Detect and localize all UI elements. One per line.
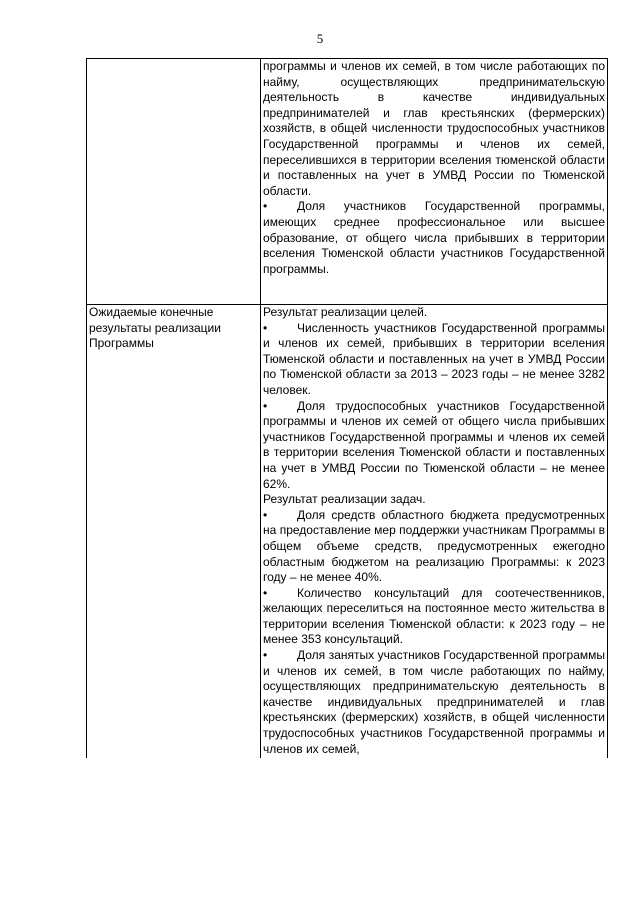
bullet-paragraph	[263, 399, 605, 493]
paragraph-text: Количество консультаций для соотечественников, желающих переселиться на постоянное место жительства в территории вселения Тюменской области: к 2023 году – не менее 353 консультаций.	[263, 585, 605, 647]
paragraph-text: Результат реализации целей.	[263, 305, 428, 319]
row-label: Ожидаемые конечные результаты реализации Программы	[87, 305, 261, 759]
bullet-icon: •	[263, 320, 268, 335]
paragraph	[263, 59, 605, 199]
row-content	[261, 59, 608, 305]
bullet-icon: •	[263, 507, 268, 522]
bullet-paragraph	[263, 648, 605, 757]
bullet-paragraph	[263, 508, 605, 586]
bullet-icon: •	[263, 199, 268, 214]
paragraph-text: Численность участников Государственной программы и членов их семей, прибывших в территории вселения Тюменской области и поставленных на учет в УМВД России по Тюменской области за 2013 – 2023 годы – не менее 3282 человек.	[263, 320, 605, 397]
paragraph-text: Доля средств областного бюджета предусмотренных на предоставление мер поддержки участникам Программы в общем объеме средств, предусмотренных ежегодно областным бюджетом на реализацию Программы: к 2023 году – не менее 40%.	[263, 507, 605, 585]
paragraph-text: Доля участников Государственной программы, имеющих среднее профессиональное или высшее образование, от общего числа прибывших в территории вселения Тюменской области участников Государственной программы.	[263, 199, 605, 276]
program-passport-table	[86, 58, 608, 758]
paragraph-text: Доля занятых участников Государственной программы и членов их семей, в том числе работающих по найму, осуществляющих предпринимательскую деятельность в качестве индивидуальных предпринимателей и глав крестьянских (фермерских) хозяйств, в общей численности трудоспособных участников Государственной программы и членов их семей,	[263, 648, 605, 756]
table-row	[87, 305, 608, 759]
bullet-icon: •	[263, 585, 268, 600]
row-label	[87, 59, 261, 305]
bullet-paragraph	[263, 199, 605, 277]
bullet-paragraph	[263, 586, 605, 648]
bullet-paragraph	[263, 321, 605, 399]
table-row	[87, 59, 608, 305]
paragraph-text: Доля трудоспособных участников Государственной программы и членов их семей от общего числа прибывших участников Государственной программы и членов их семей в территории вселения Тюменской области и поставленных на учет в УМВД России по Тюменской области – не менее 62%.	[263, 398, 605, 491]
paragraph-text: Результат реализации задач.	[263, 492, 426, 507]
paragraph-text: программы и членов их семей, в том числе работающих по найму, осуществляющих предпринимательскую деятельность в качестве индивидуальных предпринимателей и глав крестьянских (фермерских) хозяйств, в общей численности трудоспособных участников Государственной программы и членов их семей, переселившихся в территории вселения тюменской области и поставленных на учет в УМВД России по Тюменской области.	[263, 59, 605, 198]
bullet-icon: •	[263, 648, 268, 663]
paragraph	[263, 305, 605, 321]
page-number: 5	[316, 31, 324, 46]
row-content	[261, 305, 608, 759]
bullet-icon: •	[263, 398, 268, 413]
paragraph	[263, 492, 605, 508]
